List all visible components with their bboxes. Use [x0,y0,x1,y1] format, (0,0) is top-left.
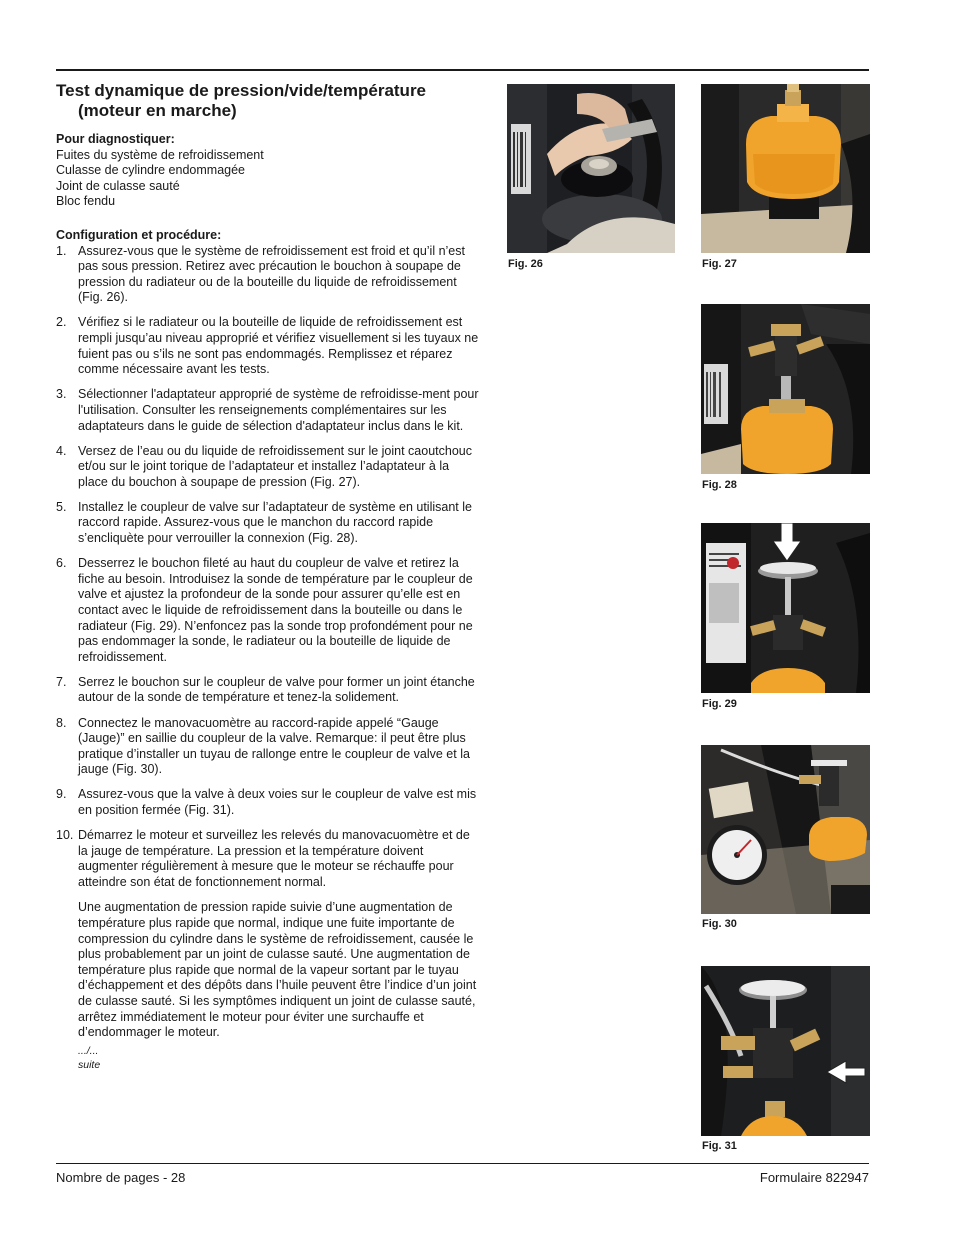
diagnose-heading: Pour diagnostiquer: [56,132,175,146]
list-item: Culasse de cylindre endommagée [56,163,245,178]
procedure-step [56,828,480,1041]
step-text: Serrez le bouchon sur le coupleur de valve pour former un joint étanche autour de la sonde de température et tenez-la solidement. [78,674,475,705]
main-text [56,132,480,1072]
footer-form-number: Formulaire 822947 [759,1170,869,1185]
continued-marker [56,1044,480,1072]
footer-rule [56,1163,869,1164]
procedure-step [56,244,480,306]
step-number: 3. [56,387,67,402]
procedure-step [56,675,480,706]
figure-31-caption: Fig. 31 [702,1140,737,1152]
procedure-steps [56,244,480,1041]
step-number: 8. [56,715,67,730]
step-extra-text: Une augmentation de pression rapide suivie d’une augmentation de température plus rapide que normal, indique une fuite importante de compression du cylindre dans le système de refroidissement, causée le plus probablement par un joint de culasse sauté. Une augmentation de température plus rapide que normal de la vapeur sortant par le tuyau d’échappement et des dépôts dans l’huile peuvent être l’indice d’un joint de culasse sauté. Si les symptômes indiquent un joint de culasse sauté, arrêtez immédiatement le moteur pour éviter une surchauffe et d’endommager le moteur. [78,900,477,1040]
list-item: Bloc fendu [56,194,116,209]
figure-30-caption: Fig. 30 [702,918,737,930]
step-text: Installez le coupleur de valve sur l’adaptateur de système en utilisant le raccord rapide. Assurez-vous que le manchon du raccord rapide s’encliquète pour verrouiller la connexion (Fig. 28). [78,499,472,546]
step-text: Vérifiez si le radiateur ou la bouteille de liquide de refroidissement est rempli jusqu’au niveau approprié et vérifiez visuellement si les tuyaux ne fuient pas ou s’ils ne sont pas endommagés. Remplissez et réparez comme nécessaire avant les tests. [78,315,479,377]
title-line-2: (moteur en marche) [78,101,237,120]
step-number: 4. [56,443,67,458]
procedure-step [56,716,480,778]
step-number: 2. [56,315,67,330]
figure-29-photo [701,523,870,693]
step-number: 7. [56,674,67,689]
procedure-step [56,387,480,434]
step-text: Desserrez le bouchon fileté au haut du coupleur de valve et retirez la fiche au besoin. Introduisez la sonde de température par le coupleur de valve et ajustez la profondeur de la sonde pour assurer qu’elle est en contact avec le liquide de refroidissement dans la bouteille ou dans le radiateur (Fig. 29). N’enfoncez pas la sonde trop profondément pour ne pas endommager la sonde, le radiateur ou la bouteille de liquide de refroidissement. [78,556,473,664]
procedure-step [56,500,480,547]
continued-dots: .../... [78,1045,99,1058]
figure-27-photo [701,84,870,253]
procedure-step [56,315,480,377]
step-text: Versez de l’eau ou du liquide de refroidissement sur le joint caoutchouc et/ou sur le joint torique de l’adaptateur et installez l’adaptateur à la place du bouchon à soupape de pression (Fig. 27). [78,443,472,489]
step-number: 6. [56,556,67,571]
step-number: 1. [56,243,67,258]
procedure-heading: Configuration et procédure: [56,227,222,242]
procedure-step [56,556,480,665]
step-text: Connectez le manovacuomètre au raccord-rapide appelé “Gauge (Jauge)” en saillie du coupleur de la valve. Remarque: il peut être plus pratique d’installer un tuyau de rallonge entre le coupleur de valve et la jauge (Fig. 30). [78,715,470,777]
page-title [56,81,486,121]
diagnose-list [56,148,480,210]
figure-26-photo [507,84,675,253]
list-item: Joint de culasse sauté [56,178,180,193]
figure-31-photo [701,966,870,1136]
title-line-1: Test dynamique de pression/vide/température [56,81,427,100]
step-text: Assurez-vous que le système de refroidissement est froid et qu’il n’est pas sous pression. Retirez avec précaution le bouchon à soupape de pression du radiateur ou de la bouteille du liquide de refroidissement (Fig. 26). [78,243,465,305]
header-rule [56,69,869,71]
figure-28-caption: Fig. 28 [702,479,737,491]
procedure-step [56,444,480,491]
footer-page-count: Nombre de pages - 28 [56,1170,186,1185]
figure-27-caption: Fig. 27 [702,258,737,270]
continued-word: suite [78,1059,101,1072]
step-number: 10. [56,828,74,843]
step-number: 9. [56,787,67,802]
procedure-step [56,787,480,818]
figure-29-caption: Fig. 29 [702,698,737,710]
list-item: Fuites du système de refroidissement [56,147,264,162]
figure-26-caption: Fig. 26 [508,258,543,270]
step-text: Démarrez le moteur et surveillez les relevés du manovacuomètre et de la jauge de température. La pression et la température doivent augmenter régulièrement à mesure que le moteur se réchauffe pour atteindre son état de fonctionnement normal. [78,828,470,889]
figure-28-photo [701,304,870,474]
step-text: Assurez-vous que la valve à deux voies sur le coupleur de valve est mis en position fermée (Fig. 31). [78,787,477,817]
step-number: 5. [56,499,67,514]
step-text: Sélectionner l'adaptateur approprié de système de refroidisse-ment pour l'utilisation. Consulter les renseignements complémentaires sur les adaptateurs dans le guide de sélection d'adaptateur inclus dans le kit. [78,387,479,433]
figure-30-photo [701,745,870,914]
